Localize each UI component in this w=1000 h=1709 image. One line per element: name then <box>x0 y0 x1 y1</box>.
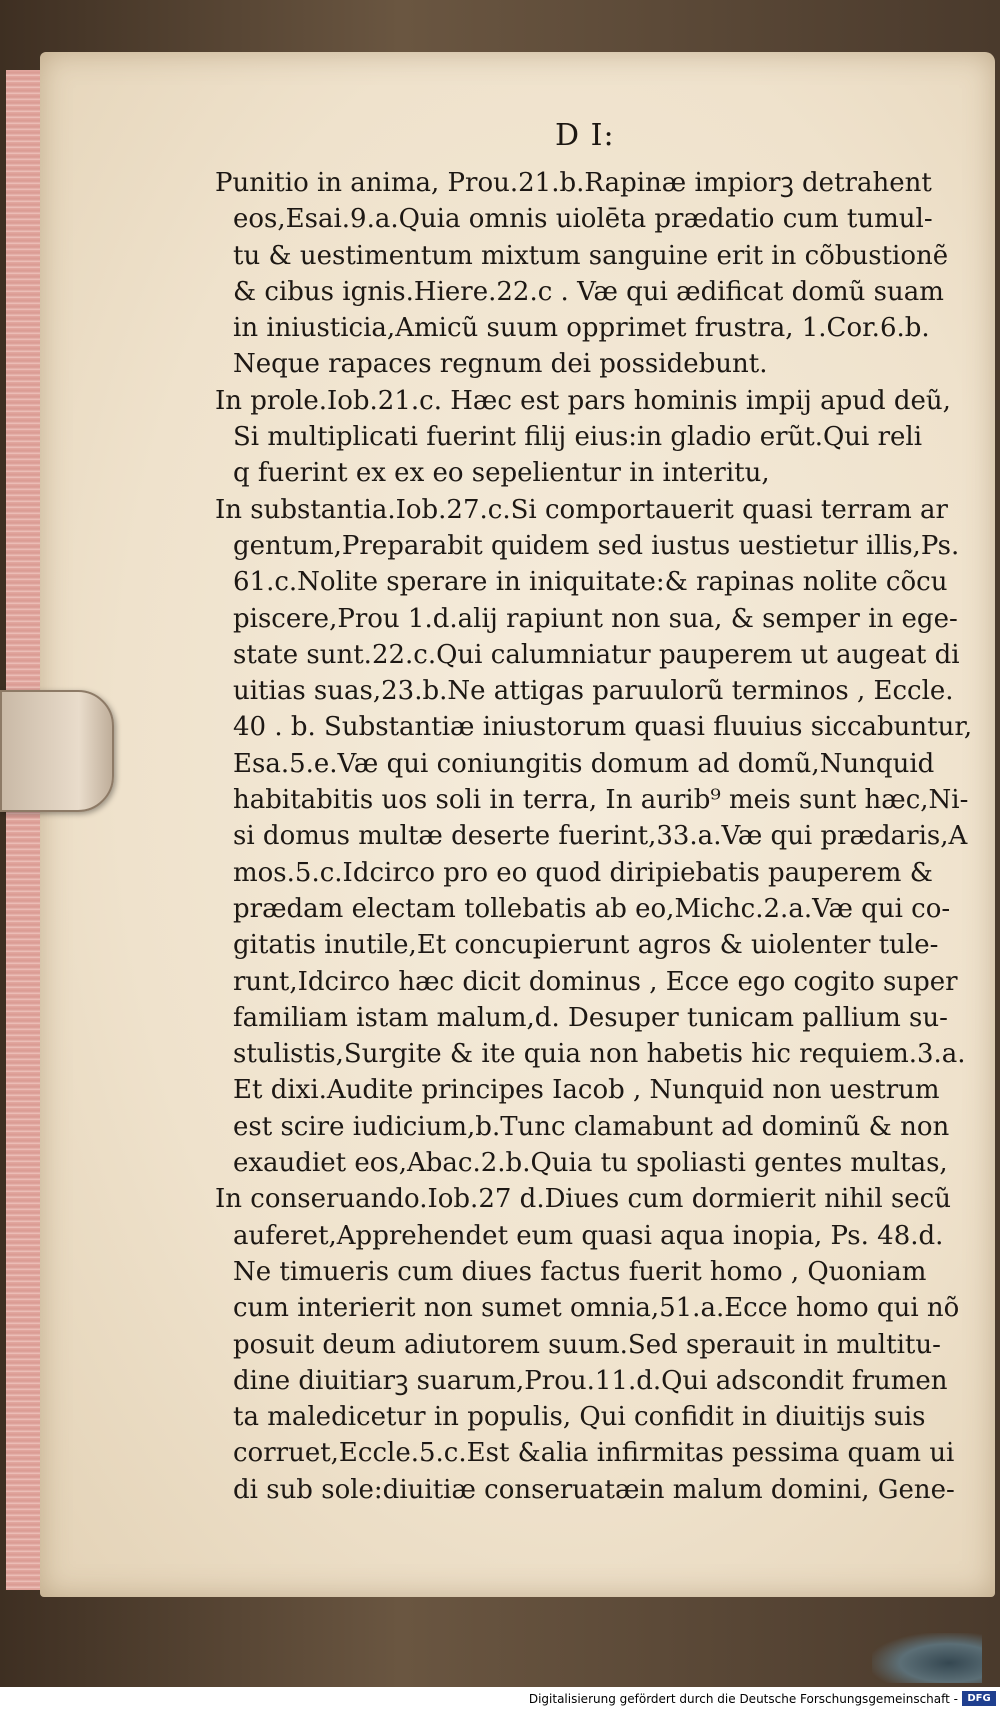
text-line: cum interierit non sumet omnia,51.a.Ecce homo qui nõ <box>233 1293 960 1324</box>
text-line: uitias suas,23.b.Ne attigas paruulorũ terminos , Eccle. <box>233 676 954 707</box>
signature-mark: D I: <box>555 118 615 153</box>
text-line: eos,Esai.9.a.Quia omnis uiolēta prædatio cum tumul- <box>233 204 933 235</box>
text-line: gitatis inutile,Et concupierunt agros & uiolenter tule- <box>233 930 939 961</box>
text-line: ta maledicetur in populis, Qui confidit in diuitijs suis <box>233 1402 926 1433</box>
footer-credit: Digitalisierung gefördert durch die Deutsche Forschungsgemeinschaft - <box>528 1692 958 1706</box>
text-line: Si multiplicati fuerint filij eius:in gladio erũt.Qui reli <box>233 422 923 453</box>
corner-stain <box>872 1633 982 1683</box>
text-line: 40 . b. Substantiæ iniustorum quasi fluuius siccabuntur, <box>233 712 973 743</box>
text-line: stulistis,Surgite & ite quia non habetis hic requiem.3.a. <box>233 1039 966 1070</box>
text-line: q fuerint ex ex eo sepelientur in interitu, <box>233 458 770 489</box>
text-line: state sunt.22.c.Qui calumniatur pauperem ut augeat di <box>233 639 960 670</box>
text-line: posuit deum adiutorem suum.Sed sperauit in multitu- <box>233 1329 941 1360</box>
text-line: Ne timueris cum diues factus fuerit homo , Quoniam <box>233 1256 927 1287</box>
bookmark-clip <box>0 690 114 812</box>
text-line: familiam istam malum,d. Desuper tunicam pallium su- <box>233 1002 948 1033</box>
text-line: 61.c.Nolite sperare in iniquitate:& rapinas nolite cõcu <box>233 567 948 598</box>
text-line: di sub sole:diuitiæ conseruatæin malum domini, Gene- <box>233 1474 955 1505</box>
text-line: tu & uestimentum mixtum sanguine erit in cõbustionẽ <box>233 240 949 271</box>
text-line: piscere,Prou 1.d.alij rapiunt non sua, & semper in ege- <box>233 603 958 634</box>
text-line: mos.5.c.Idcirco pro eo quod diripiebatis pauperem & <box>233 857 933 888</box>
text-line: gentum,Preparabit quidem sed iustus uestietur illis,Ps. <box>233 530 960 561</box>
dfg-logo: DFG <box>962 1691 996 1706</box>
text-line: Et dixi.Audite principes Iacob , Nunquid non uestrum <box>233 1075 940 1106</box>
text-line: in iniusticia,Amicũ suum opprimet frustra, 1.Cor.6.b. <box>233 313 930 344</box>
text-line: dine diuitiarꝫ suarum,Prou.11.d.Qui adscondit frumen <box>233 1365 948 1396</box>
text-line: corruet,Eccle.5.c.Est &alia infirmitas pessima quam ui <box>233 1438 955 1469</box>
page-text <box>215 165 993 1508</box>
text-line: habitabitis uos soli in terra, In aurib⁹ meis sunt hæc,Ni- <box>233 785 969 816</box>
text-line: Punitio in anima, Prou.21.b.Rapinæ impiorꝫ detrahent <box>215 168 932 198</box>
text-line: auferet,Apprehendet eum quasi aqua inopia, Ps. 48.d. <box>233 1220 944 1251</box>
text-line: In substantia.Iob.27.c.Si comportauerit quasi terram ar <box>215 494 948 525</box>
text-line: est scire iudicium,b.Tunc clamabunt ad dominũ & non <box>233 1111 950 1142</box>
digitization-footer <box>0 1687 1000 1709</box>
text-line: prædam electam tollebatis ab eo,Michc.2.a.Væ qui co- <box>233 893 951 924</box>
text-line: si domus multæ deserte fuerint,33.a.Væ qui prædaris,A <box>233 821 968 852</box>
text-line: Neque rapaces regnum dei possidebunt. <box>233 349 768 380</box>
text-line: exaudiet eos,Abac.2.b.Quia tu spoliasti gentes multas, <box>233 1148 948 1179</box>
text-line: In prole.Iob.21.c. Hæc est pars hominis impij apud deũ, <box>215 385 951 416</box>
text-line: & cibus ignis.Hiere.22.c . Væ qui ædificat domũ suam <box>233 276 944 307</box>
text-line: runt,Idcirco hæc dicit dominus , Ecce ego cogito super <box>233 966 958 997</box>
text-line: Esa.5.e.Væ qui coniungitis domum ad domũ,Nunquid <box>233 748 935 779</box>
text-line: In conseruando.Iob.27 d.Diues cum dormierit nihil secũ <box>215 1184 951 1215</box>
